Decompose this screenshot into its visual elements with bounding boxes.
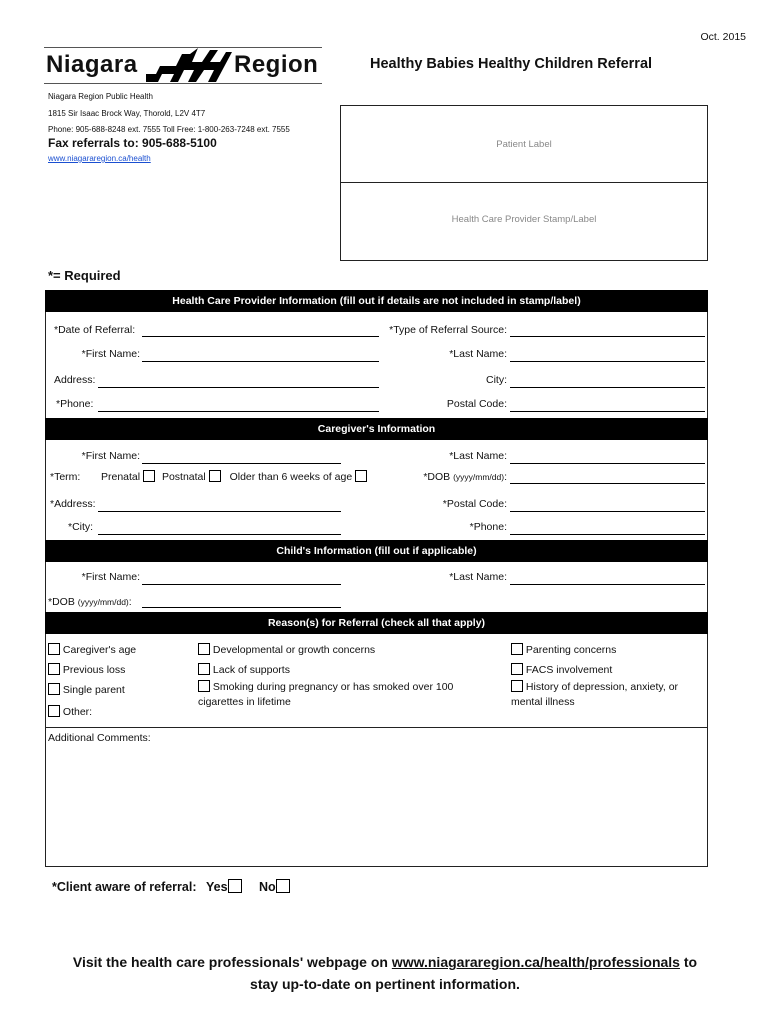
caregiver-first-name-field[interactable] bbox=[142, 463, 341, 464]
comments-divider bbox=[45, 727, 708, 728]
reason-parenting: Parenting concerns bbox=[511, 643, 616, 656]
term-label: *Term: bbox=[50, 471, 81, 483]
provider-postal-code-field[interactable] bbox=[510, 411, 705, 412]
comments-field[interactable] bbox=[46, 746, 707, 864]
provider-section-header: Health Care Provider Information (fill out if details are not included in stamp/label) bbox=[45, 290, 708, 312]
caregiver-last-name-label: *Last Name: bbox=[449, 450, 507, 462]
child-first-name-field[interactable] bbox=[142, 584, 341, 585]
client-aware-yes-label: Yes bbox=[205, 880, 228, 894]
caregiver-city-label: *City: bbox=[68, 521, 94, 533]
caregiver-postal-code-field[interactable] bbox=[510, 511, 705, 512]
caregiver-dob-field[interactable] bbox=[510, 483, 705, 484]
parenting-checkbox[interactable] bbox=[511, 643, 523, 655]
reason-lack-of-supports: Lack of supports bbox=[198, 663, 290, 676]
postnatal-label: Postnatal bbox=[161, 471, 206, 483]
client-aware-no-checkbox[interactable] bbox=[276, 879, 290, 893]
professionals-link[interactable]: www.niagararegion.ca/health/professionals bbox=[391, 954, 680, 970]
caregiver-section-header: Caregiver's Information bbox=[45, 418, 708, 440]
niagara-region-logo bbox=[44, 44, 322, 86]
provider-last-name-field[interactable] bbox=[510, 361, 705, 362]
date-of-referral-label: *Date of Referral: bbox=[54, 324, 136, 336]
caregiver-postal-code-label: *Postal Code: bbox=[442, 498, 507, 510]
provider-first-name-field[interactable] bbox=[142, 361, 379, 362]
logo-mark-icon bbox=[146, 48, 232, 82]
client-aware-yes-checkbox[interactable] bbox=[228, 879, 242, 893]
reason-single-parent: Single parent bbox=[48, 683, 125, 696]
footer-line-2: stay up-to-date on pertinent information. bbox=[250, 976, 520, 992]
postnatal-checkbox[interactable] bbox=[209, 470, 221, 482]
provider-city-label: City: bbox=[486, 374, 507, 386]
depression-checkbox[interactable] bbox=[511, 680, 523, 692]
date-of-referral-field[interactable] bbox=[142, 336, 379, 337]
facs-checkbox[interactable] bbox=[511, 663, 523, 675]
reason-smoking: Smoking during pregnancy or has smoked over 100 bbox=[198, 680, 453, 693]
caregiver-address-label: *Address: bbox=[50, 498, 96, 510]
reason-previous-loss: Previous loss bbox=[48, 663, 125, 676]
type-of-referral-field[interactable] bbox=[510, 336, 705, 337]
org-name: Niagara Region Public Health bbox=[48, 92, 153, 101]
smoking-checkbox[interactable] bbox=[198, 680, 210, 692]
prenatal-label: Prenatal bbox=[101, 471, 141, 483]
patient-label-area[interactable]: Patient Label bbox=[496, 139, 552, 150]
child-section-header: Child's Information (fill out if applicable) bbox=[45, 540, 708, 562]
child-dob-field[interactable] bbox=[142, 607, 341, 608]
provider-postal-code-label: Postal Code: bbox=[446, 398, 507, 410]
provider-address-field[interactable] bbox=[98, 387, 379, 388]
client-aware-no-label: No bbox=[259, 880, 276, 894]
reason-facs: FACS involvement bbox=[511, 663, 612, 676]
provider-stamp-area[interactable]: Health Care Provider Stamp/Label bbox=[451, 214, 597, 225]
caregiver-dob-label: *DOB (yyyy/mm/dd): bbox=[423, 471, 507, 483]
form-date: Oct. 2015 bbox=[700, 31, 746, 43]
org-address: 1815 Sir Isaac Brock Way, Thorold, L2V 4T7 bbox=[48, 109, 206, 118]
caregiver-address-field[interactable] bbox=[98, 511, 341, 512]
single-parent-checkbox[interactable] bbox=[48, 683, 60, 695]
footer-line-1: Visit the health care professionals' webpage on www.niagararegion.ca/health/professionals to bbox=[72, 954, 698, 970]
form-title: Healthy Babies Healthy Children Referral bbox=[370, 56, 653, 72]
older-than-6-weeks-checkbox[interactable] bbox=[355, 470, 367, 482]
reason-depression-cont: mental illness bbox=[511, 696, 575, 708]
term-options bbox=[101, 470, 367, 483]
caregiver-city-field[interactable] bbox=[98, 534, 341, 535]
child-first-name-label: *First Name: bbox=[81, 571, 140, 583]
provider-city-field[interactable] bbox=[510, 387, 705, 388]
comments-label: Additional Comments: bbox=[48, 732, 151, 744]
provider-last-name-label: *Last Name: bbox=[449, 348, 507, 360]
reason-smoking-cont: cigarettes in lifetime bbox=[198, 696, 291, 708]
website-link[interactable]: www.niagararegion.ca/health bbox=[48, 154, 151, 163]
caregiver-phone-field[interactable] bbox=[510, 534, 705, 535]
provider-phone-label: *Phone: bbox=[56, 398, 94, 410]
provider-address-label: Address: bbox=[54, 374, 96, 386]
caregiver-first-name-label: *First Name: bbox=[81, 450, 140, 462]
org-phone: Phone: 905-688-8248 ext. 7555 Toll Free: 1-800-263-7248 ext. 7555 bbox=[48, 125, 290, 134]
developmental-checkbox[interactable] bbox=[198, 643, 210, 655]
child-dob-label: *DOB (yyyy/mm/dd): bbox=[48, 596, 132, 608]
caregivers-age-checkbox[interactable] bbox=[48, 643, 60, 655]
reason-developmental: Developmental or growth concerns bbox=[198, 643, 375, 656]
reason-caregivers-age: Caregiver's age bbox=[48, 643, 136, 656]
provider-phone-field[interactable] bbox=[98, 411, 379, 412]
label-box bbox=[340, 105, 708, 261]
reason-other: Other: bbox=[48, 705, 92, 718]
caregiver-phone-label: *Phone: bbox=[469, 521, 507, 533]
child-last-name-field[interactable] bbox=[510, 584, 705, 585]
provider-first-name-label: *First Name: bbox=[81, 348, 140, 360]
other-checkbox[interactable] bbox=[48, 705, 60, 717]
lack-of-supports-checkbox[interactable] bbox=[198, 663, 210, 675]
type-of-referral-label: *Type of Referral Source: bbox=[389, 324, 507, 336]
logo-text-left: Niagara bbox=[46, 51, 138, 78]
child-last-name-label: *Last Name: bbox=[449, 571, 507, 583]
caregiver-last-name-field[interactable] bbox=[510, 463, 705, 464]
client-aware-row bbox=[52, 879, 290, 894]
older-than-6-weeks-label: Older than 6 weeks of age bbox=[229, 471, 353, 483]
reasons-section-header: Reason(s) for Referral (check all that apply) bbox=[45, 612, 708, 634]
client-aware-label: *Client aware of referral: bbox=[52, 880, 197, 894]
required-note: *= Required bbox=[48, 268, 121, 283]
logo-text-right: Region bbox=[234, 51, 319, 78]
previous-loss-checkbox[interactable] bbox=[48, 663, 60, 675]
prenatal-checkbox[interactable] bbox=[143, 470, 155, 482]
fax-number: Fax referrals to: 905-688-5100 bbox=[48, 136, 217, 150]
reason-depression: History of depression, anxiety, or bbox=[511, 680, 678, 693]
